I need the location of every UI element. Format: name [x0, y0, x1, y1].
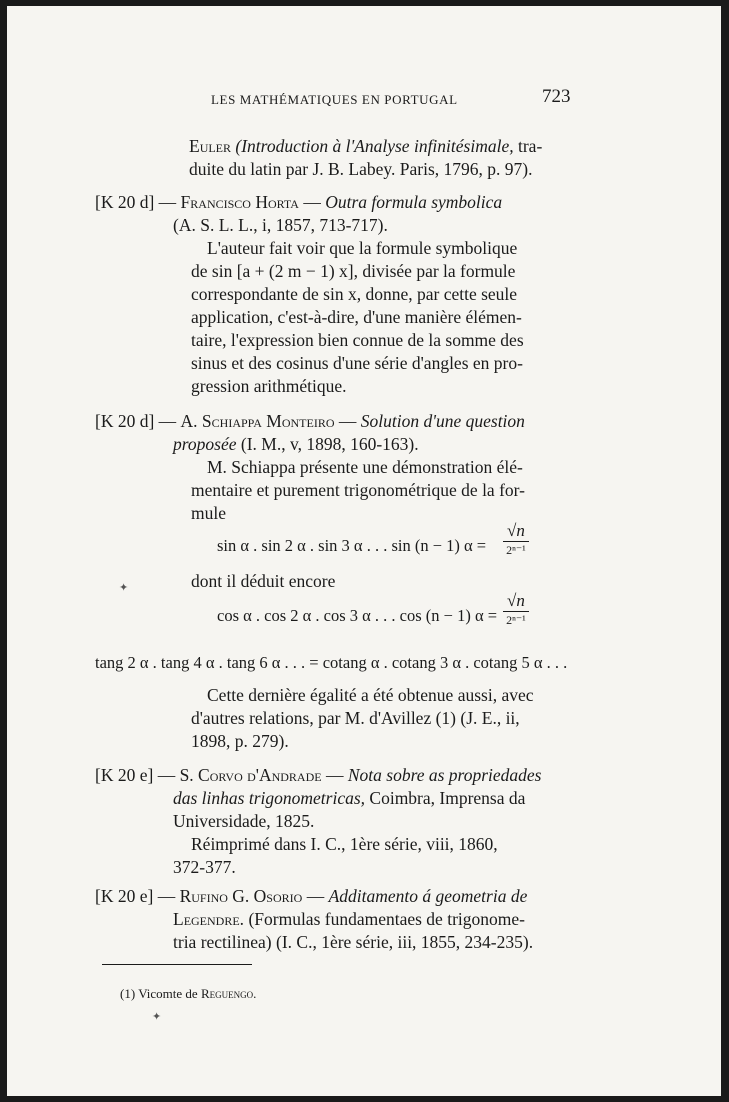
monteiro-title-1: Solution d'une question: [360, 411, 525, 431]
monteiro-ref: [K 20 d]: [95, 411, 155, 431]
document-page: LES MATHÉMATIQUES EN PORTUGAL 723 Euler (Introduction à l'Analyse infinitésimale, tra- duite du latin par J. B. Labey. Paris, 1796, p. 97). [K 20 d] — Francisco Horta — Outra formula symbolica (A. S. L. L., i, 1857, 713-717). L'auteur fait voir que la formule symbolique de sin [a + (2 m − 1) x], divisée par la formule correspondante de sin x, donne, par cette seule application, c'est-à-dire, d'une manière élémen- taire, l'expression bien connue de la somme des sinus et des cosinus d'une série d'angles en pro- gression arithmétique. [K 20 d] — A. Schiappa Monteiro — Solution d'une question proposée (I. M., v, 1898, 160-163). M. Schiappa présente une démonstration élé- mentaire et purement trigonométrique de la for- mule sin α . sin 2 α . sin 3 α . . . sin (n − 1) α = √n 2ⁿ⁻¹ dont il déduit encore ✦ cos α . cos 2 α . cos 3 α . . . cos (n − 1) α = √n 2ⁿ⁻¹ tang 2 α . tang 4 α . tang 6 α . . . = cotang α . cotang 3 α . cotang 5 α . . . Cette dernière égalité a été obtenue aussi, avec d'autres relations, par M. d'Avillez (1) (J. E., ii, 1898, p. 279). [K 20 e] — S. Corvo d'Andrade — Nota sobre as propriedades das linhas trigonometricas, Coimbra, Imprensa da Universidade, 1825. Réimprimé dans I. C., 1ère série, viii, 1860, 372-377. [K 20 e] — Rufino G. Osorio — Additamento á geometria de Legendre. (Formulas fundamentaes de trigonome- tria rectilinea) (I. C., 1ère série, iii, 1855, 234-235). (1) Vicomte de Reguengo. ✦: [7, 6, 721, 1096]
monteiro-author: A. Schiappa Monteiro: [180, 411, 335, 431]
osorio-heading: [K 20 e] — Rufino G. Osorio — Additamento á geometria de: [95, 886, 528, 906]
horta-body-5: sinus et des cosinus d'une série d'angles en pro-: [191, 353, 523, 373]
footnote-name: Reguengo.: [200, 986, 257, 1001]
osorio-title: Additamento á geometria de: [328, 886, 528, 906]
equation-cos-lhs: cos α . cos 2 α . cos 3 α . . . cos (n − 1) α =: [217, 606, 498, 625]
monteiro-heading: [K 20 d] — A. Schiappa Monteiro — Solution d'une question: [95, 411, 525, 431]
footnote: [120, 986, 256, 1002]
osorio-author: Rufino G. Osorio: [179, 886, 303, 906]
andrade-heading: [K 20 e] — S. Corvo d'Andrade — Nota sobre as propriedades: [95, 765, 542, 785]
horta-body-4: taire, l'expression bien connue de la somme des: [191, 330, 524, 350]
andrade-title-2: das linhas trigonometricas,: [173, 788, 366, 808]
andrade-author: S. Corvo d'Andrade: [179, 765, 322, 785]
osorio-line-2-rest: (Formulas fundamentaes de trigonome-: [248, 909, 525, 929]
horta-body-3: application, c'est-à-dire, d'une manière élémen-: [191, 307, 522, 327]
osorio-line-3: tria rectilinea) (I. C., 1ère série, iii, 1855, 234-235).: [173, 932, 534, 952]
horta-body-1: de sin [a + (2 m − 1) x], divisée par la formule: [191, 261, 516, 281]
footnote-marker: (1): [120, 986, 136, 1001]
euler-line-2: duite du latin par J. B. Labey. Paris, 1796, p. 97).: [189, 159, 533, 179]
andrade-rest-2: Coimbra, Imprensa da: [369, 788, 526, 808]
equation-sin-denominator: 2ⁿ⁻¹: [506, 543, 526, 557]
euler-title: (Introduction à l'Analyse infinitésimale,: [235, 136, 514, 156]
andrade-title-1: Nota sobre as propriedades: [347, 765, 542, 785]
euler-line-1: [189, 136, 542, 157]
monteiro-body-2: mule: [191, 503, 226, 523]
horta-body-6: gression arithmétique.: [191, 376, 347, 396]
andrade-line-2: [173, 788, 525, 809]
monteiro-body-0: M. Schiappa présente une démonstration élé-: [207, 457, 523, 477]
equation-cos-numerator: √n: [503, 591, 529, 612]
monteiro-line-2: [173, 434, 419, 455]
footnote-text: Vicomte de: [138, 986, 198, 1001]
horta-author: Francisco Horta: [180, 192, 299, 212]
equation-cos-denominator: 2ⁿ⁻¹: [506, 613, 526, 627]
equation-tang: tang 2 α . tang 4 α . tang 6 α . . . = cotang α . cotang 3 α . cotang 5 α . . .: [95, 653, 568, 672]
equation-cos-rhs: [503, 591, 529, 628]
andrade-reprint-1: Réimprimé dans I. C., 1ère série, viii, 1860,: [191, 834, 498, 854]
horta-heading: [K 20 d] — Francisco Horta — Outra formula symbolica: [95, 192, 503, 212]
monteiro-title-2: proposée: [173, 434, 237, 454]
footnote-rule: [102, 964, 252, 965]
monteiro-body-1: mentaire et purement trigonométrique de la for-: [191, 480, 525, 500]
horta-body-2: correspondante de sin x, donne, par cette seule: [191, 284, 518, 304]
equation-sin-numerator: √n: [503, 521, 529, 542]
horta-title: Outra formula symbolica: [325, 192, 503, 212]
osorio-legendre: Legendre.: [173, 909, 245, 929]
page-number: 723: [542, 86, 571, 107]
andrade-ref: [K 20 e]: [95, 765, 154, 785]
horta-body-0: L'auteur fait voir que la formule symbolique: [207, 238, 518, 258]
deduit-text: dont il déduit encore: [191, 571, 336, 591]
euler-author: Euler: [189, 136, 232, 156]
monteiro-remark-0: Cette dernière égalité a été obtenue aussi, avec: [207, 685, 534, 705]
andrade-line-3: Universidade, 1825.: [173, 811, 315, 831]
monteiro-citation: (I. M., v, 1898, 160-163).: [240, 434, 419, 454]
osorio-ref: [K 20 e]: [95, 886, 154, 906]
monteiro-remark-2: 1898, p. 279).: [191, 731, 289, 751]
andrade-reprint-2: 372-377.: [173, 857, 236, 877]
euler-tail: tra-: [517, 136, 543, 156]
monteiro-remark-1: d'autres relations, par M. d'Avillez (1) (J. E., ii,: [191, 708, 520, 728]
equation-sin-rhs: [503, 521, 529, 558]
equation-sin-lhs: sin α . sin 2 α . sin 3 α . . . sin (n − 1) α =: [217, 536, 487, 555]
horta-ref: [K 20 d]: [95, 192, 155, 212]
osorio-line-2: [173, 909, 525, 930]
running-header: LES MATHÉMATIQUES EN PORTUGAL: [211, 92, 458, 107]
horta-citation: (A. S. L. L., i, 1857, 713-717).: [173, 215, 388, 235]
